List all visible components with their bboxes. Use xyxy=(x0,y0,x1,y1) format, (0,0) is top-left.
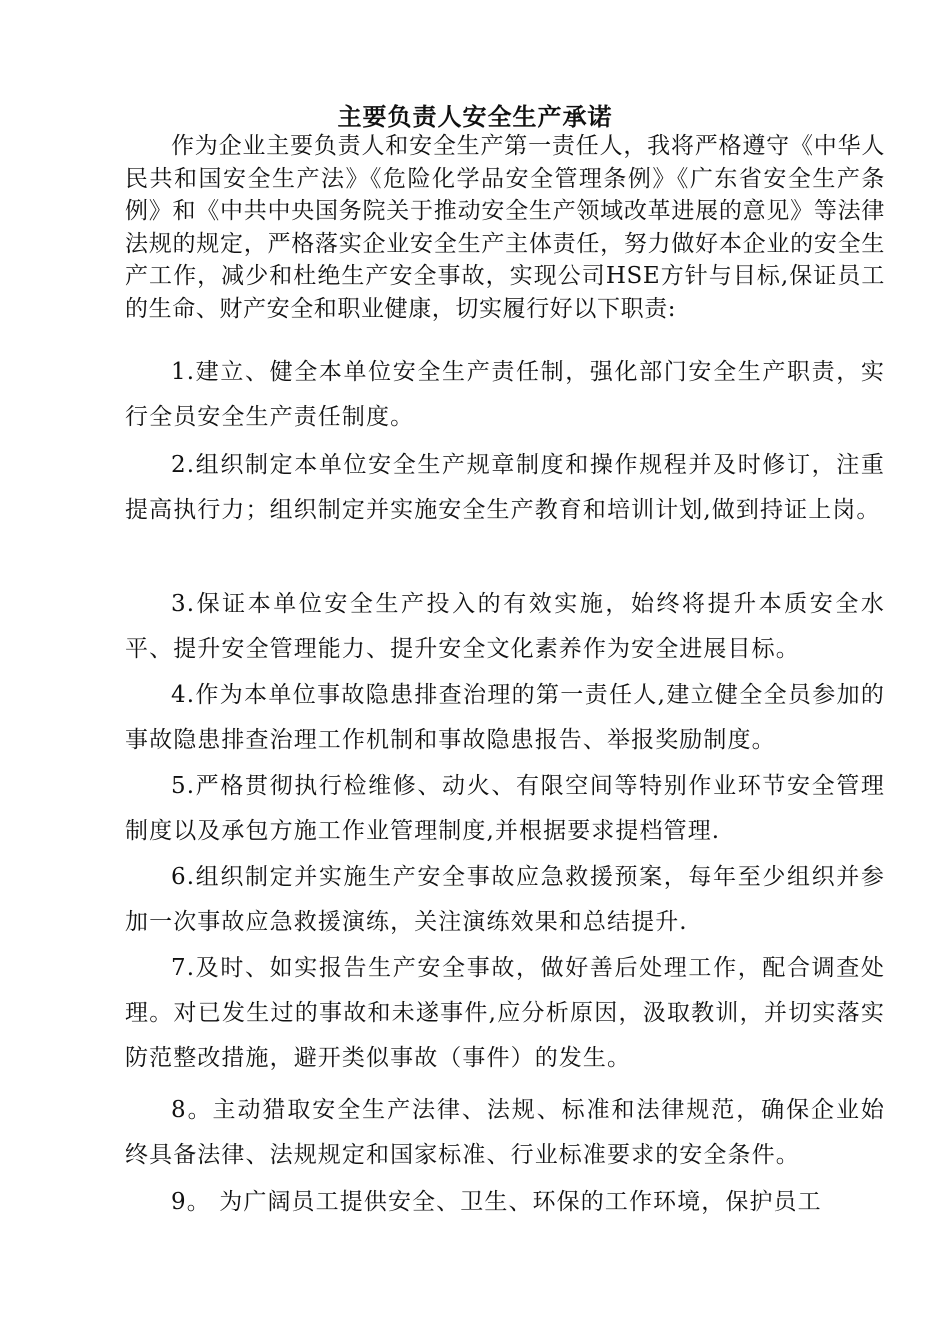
duty-item-6: 6.组织制定并实施生产安全事故应急救援预案，每年至少组织并参加一次事故应急救援演练，关注演练效果和总结提升. xyxy=(125,864,885,935)
duty-item-5: 5.严格贯彻执行检维修、动火、有限空间等特别作业环节安全管理制度以及承包方施工作业管理制度,并根据要求提档管理. xyxy=(125,773,885,844)
intro-paragraph: 作为企业主要负责人和安全生产第一责任人，我将严格遵守《中华人民共和国安全生产法》《危险化学品安全管理条例》《广东省安全生产条例》和《中共中央国务院关于推动安全生产领域改革进展的意见》等法律法规的规定，严格落实企业安全生产主体责任，努力做好本企业的安全生产工作，减少和杜绝生产安全事故，实现公司HSE方针与目标,保证员工的生命、财产安全和职业健康，切实履行好以下职责: xyxy=(125,133,885,322)
duty-item-2: 2.组织制定本单位安全生产规章制度和操作规程并及时修订，注重提高执行力；组织制定并实施安全生产教育和培训计划,做到持证上岗。 xyxy=(125,452,885,523)
duty-item-8: 8。主动猎取安全生产法律、法规、标准和法律规范，确保企业始终具备法律、法规规定和国家标准、行业标准要求的安全条件。 xyxy=(125,1097,885,1168)
document-title: 主要负责人安全生产承诺 xyxy=(337,102,613,131)
duty-item-7: 7.及时、如实报告生产安全事故，做好善后处理工作，配合调查处理。对已发生过的事故和未遂事件,应分析原因，汲取教训，并切实落实防范整改措施，避开类似事故（事件）的发生。 xyxy=(125,955,885,1071)
duty-item-4: 4.作为本单位事故隐患排查治理的第一责任人,建立健全全员参加的事故隐患排查治理工作机制和事故隐患报告、举报奖励制度。 xyxy=(125,682,885,753)
duty-item-9: 9。 为广阔员工提供安全、卫生、环保的工作环境，保护员工 xyxy=(171,1189,822,1215)
duty-item-3: 3.保证本单位安全生产投入的有效实施，始终将提升本质安全水平、提升安全管理能力、提升安全文化素养作为安全进展目标。 xyxy=(125,591,885,662)
duty-item-1: 1.建立、健全本单位安全生产责任制，强化部门安全生产职责，实行全员安全生产责任制度。 xyxy=(125,359,885,430)
